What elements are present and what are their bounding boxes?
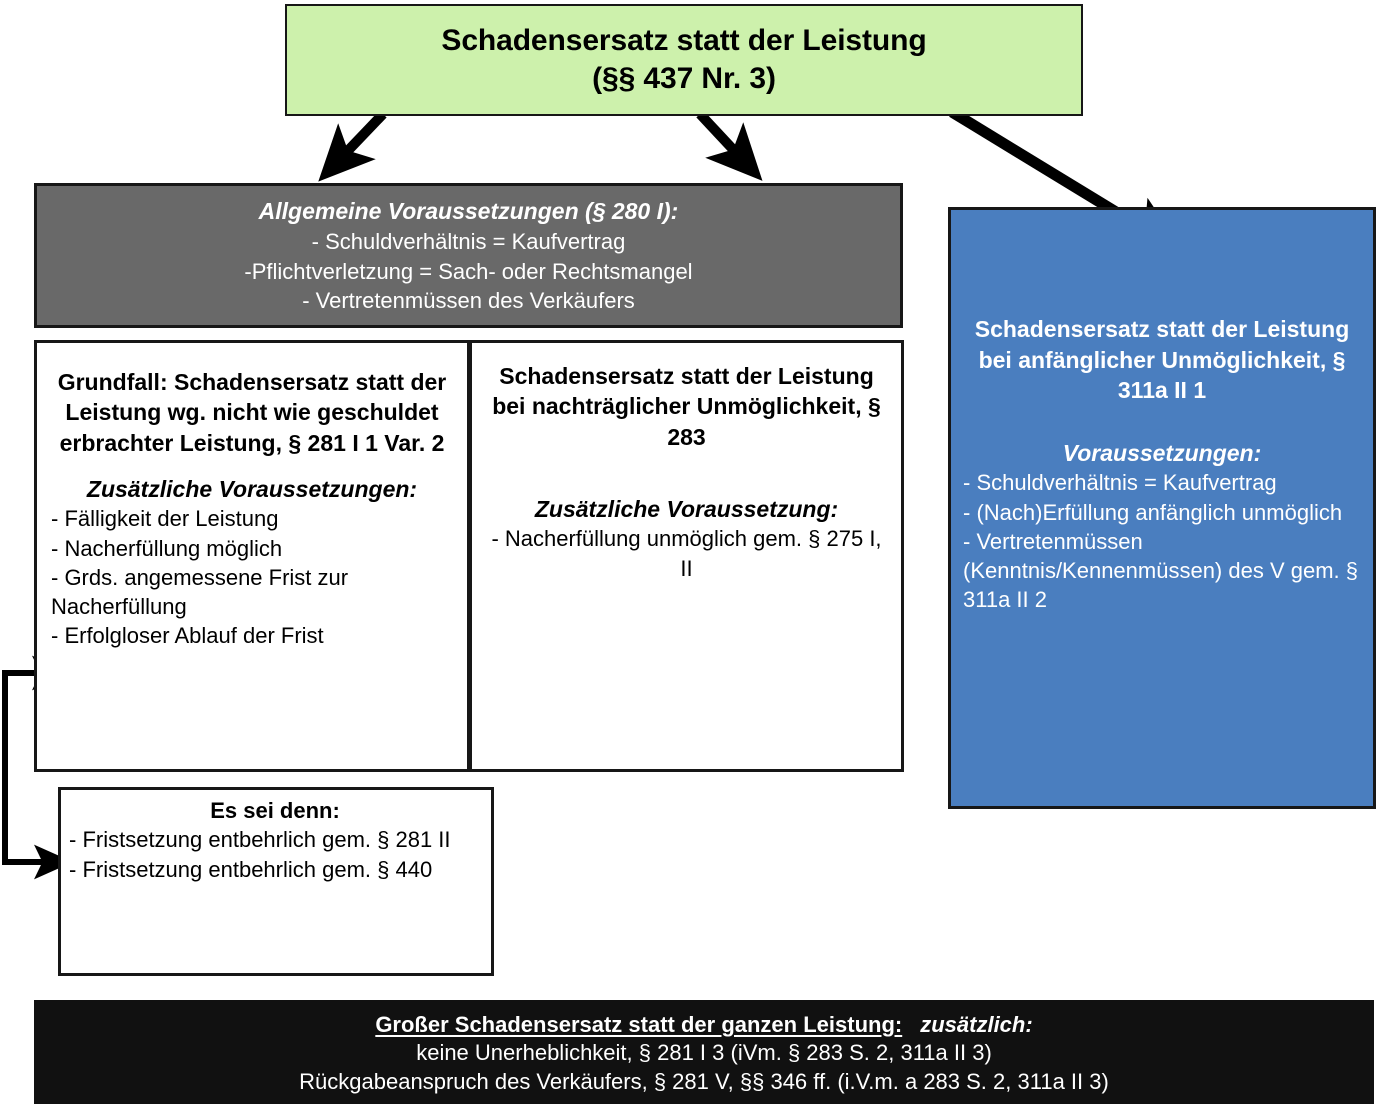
footer-line-3: Rückgabeanspruch des Verkäufers, § 281 V, §§ 346 ff. (i.V.m. a 283 S. 2, 311a II 3) <box>299 1069 1109 1094</box>
title-box <box>285 4 1083 116</box>
exception-box <box>58 787 494 976</box>
title-line-2: (§§ 437 Nr. 3) <box>592 62 776 95</box>
case-left-item: - Fälligkeit der Leistung <box>51 506 279 532</box>
exception-item: - Fristsetzung entbehrlich gem. § 281 II <box>69 827 451 853</box>
blue-subheading: Voraussetzungen: <box>1062 439 1262 466</box>
general-heading: Allgemeine Voraussetzungen (§ 280 I): <box>258 197 679 224</box>
general-item: - Schuldverhältnis = Kaufvertrag <box>311 229 626 255</box>
blue-item: - Vertretenmüssen (Kenntnis/Kennenmüssen) des V gem. § 311a II 2 <box>963 528 1359 613</box>
arrow-down-right-icon <box>700 114 742 159</box>
blue-item: - Schuldverhältnis = Kaufvertrag <box>963 470 1277 496</box>
footer-heading-main: Großer Schadensersatz statt der ganzen Leistung: <box>375 1011 903 1037</box>
title-line-1: Schadensersatz statt der Leistung <box>441 23 927 57</box>
spacer <box>963 210 1361 314</box>
blue-title: Schadensersatz statt der Leistung bei anfänglicher Unmöglichkeit, § 311a II 1 <box>974 316 1350 404</box>
case-left-subheading: Zusätzliche Voraussetzungen: <box>86 476 418 503</box>
exception-item: - Fristsetzung entbehrlich gem. § 440 <box>69 856 433 882</box>
footer-heading-row <box>375 1012 1032 1038</box>
case-mid-title: Schadensersatz statt der Leistung bei nachträglicher Unmöglichkeit, § 283 <box>492 363 881 450</box>
case-box-grundfall <box>34 340 470 772</box>
case-left-item: - Grds. angemessene Frist zur Nacherfüllung <box>51 564 349 620</box>
case-mid-subheading: Zusätzliche Voraussetzung: <box>534 496 839 523</box>
arrow-down-left-icon <box>339 114 383 160</box>
blue-item: - (Nach)Erfüllung anfänglich unmöglich <box>963 499 1343 525</box>
spacer <box>488 452 885 494</box>
general-item: -Pflichtverletzung = Sach- oder Rechtsmangel <box>244 258 693 284</box>
footer-line-2: keine Unerheblichkeit, § 281 I 3 (iVm. § 283 S. 2, 311a II 3) <box>416 1039 992 1065</box>
footer-heading-extra: zusätzlich: <box>920 1011 1033 1037</box>
case-box-nachtraegliche-unmoeglichkeit <box>469 340 904 772</box>
case-mid-item: - Nacherfüllung unmöglich gem. § 275 I, II <box>491 526 882 581</box>
case-left-item: - Erfolgloser Ablauf der Frist <box>51 623 324 649</box>
general-item: - Vertretenmüssen des Verkäufers <box>302 287 635 313</box>
case-left-item: - Nacherfüllung möglich <box>51 535 283 561</box>
spacer <box>51 458 453 474</box>
general-requirements-box <box>34 183 903 328</box>
case-left-title: Grundfall: Schadensersatz statt der Leistung wg. nicht wie geschuldet erbrachter Leistung, § 281 I 1 Var. 2 <box>57 369 447 456</box>
case-box-anfaengliche-unmoeglichkeit <box>948 207 1376 809</box>
exception-title: Es sei denn: <box>210 798 340 823</box>
footer-bar <box>34 1000 1374 1104</box>
